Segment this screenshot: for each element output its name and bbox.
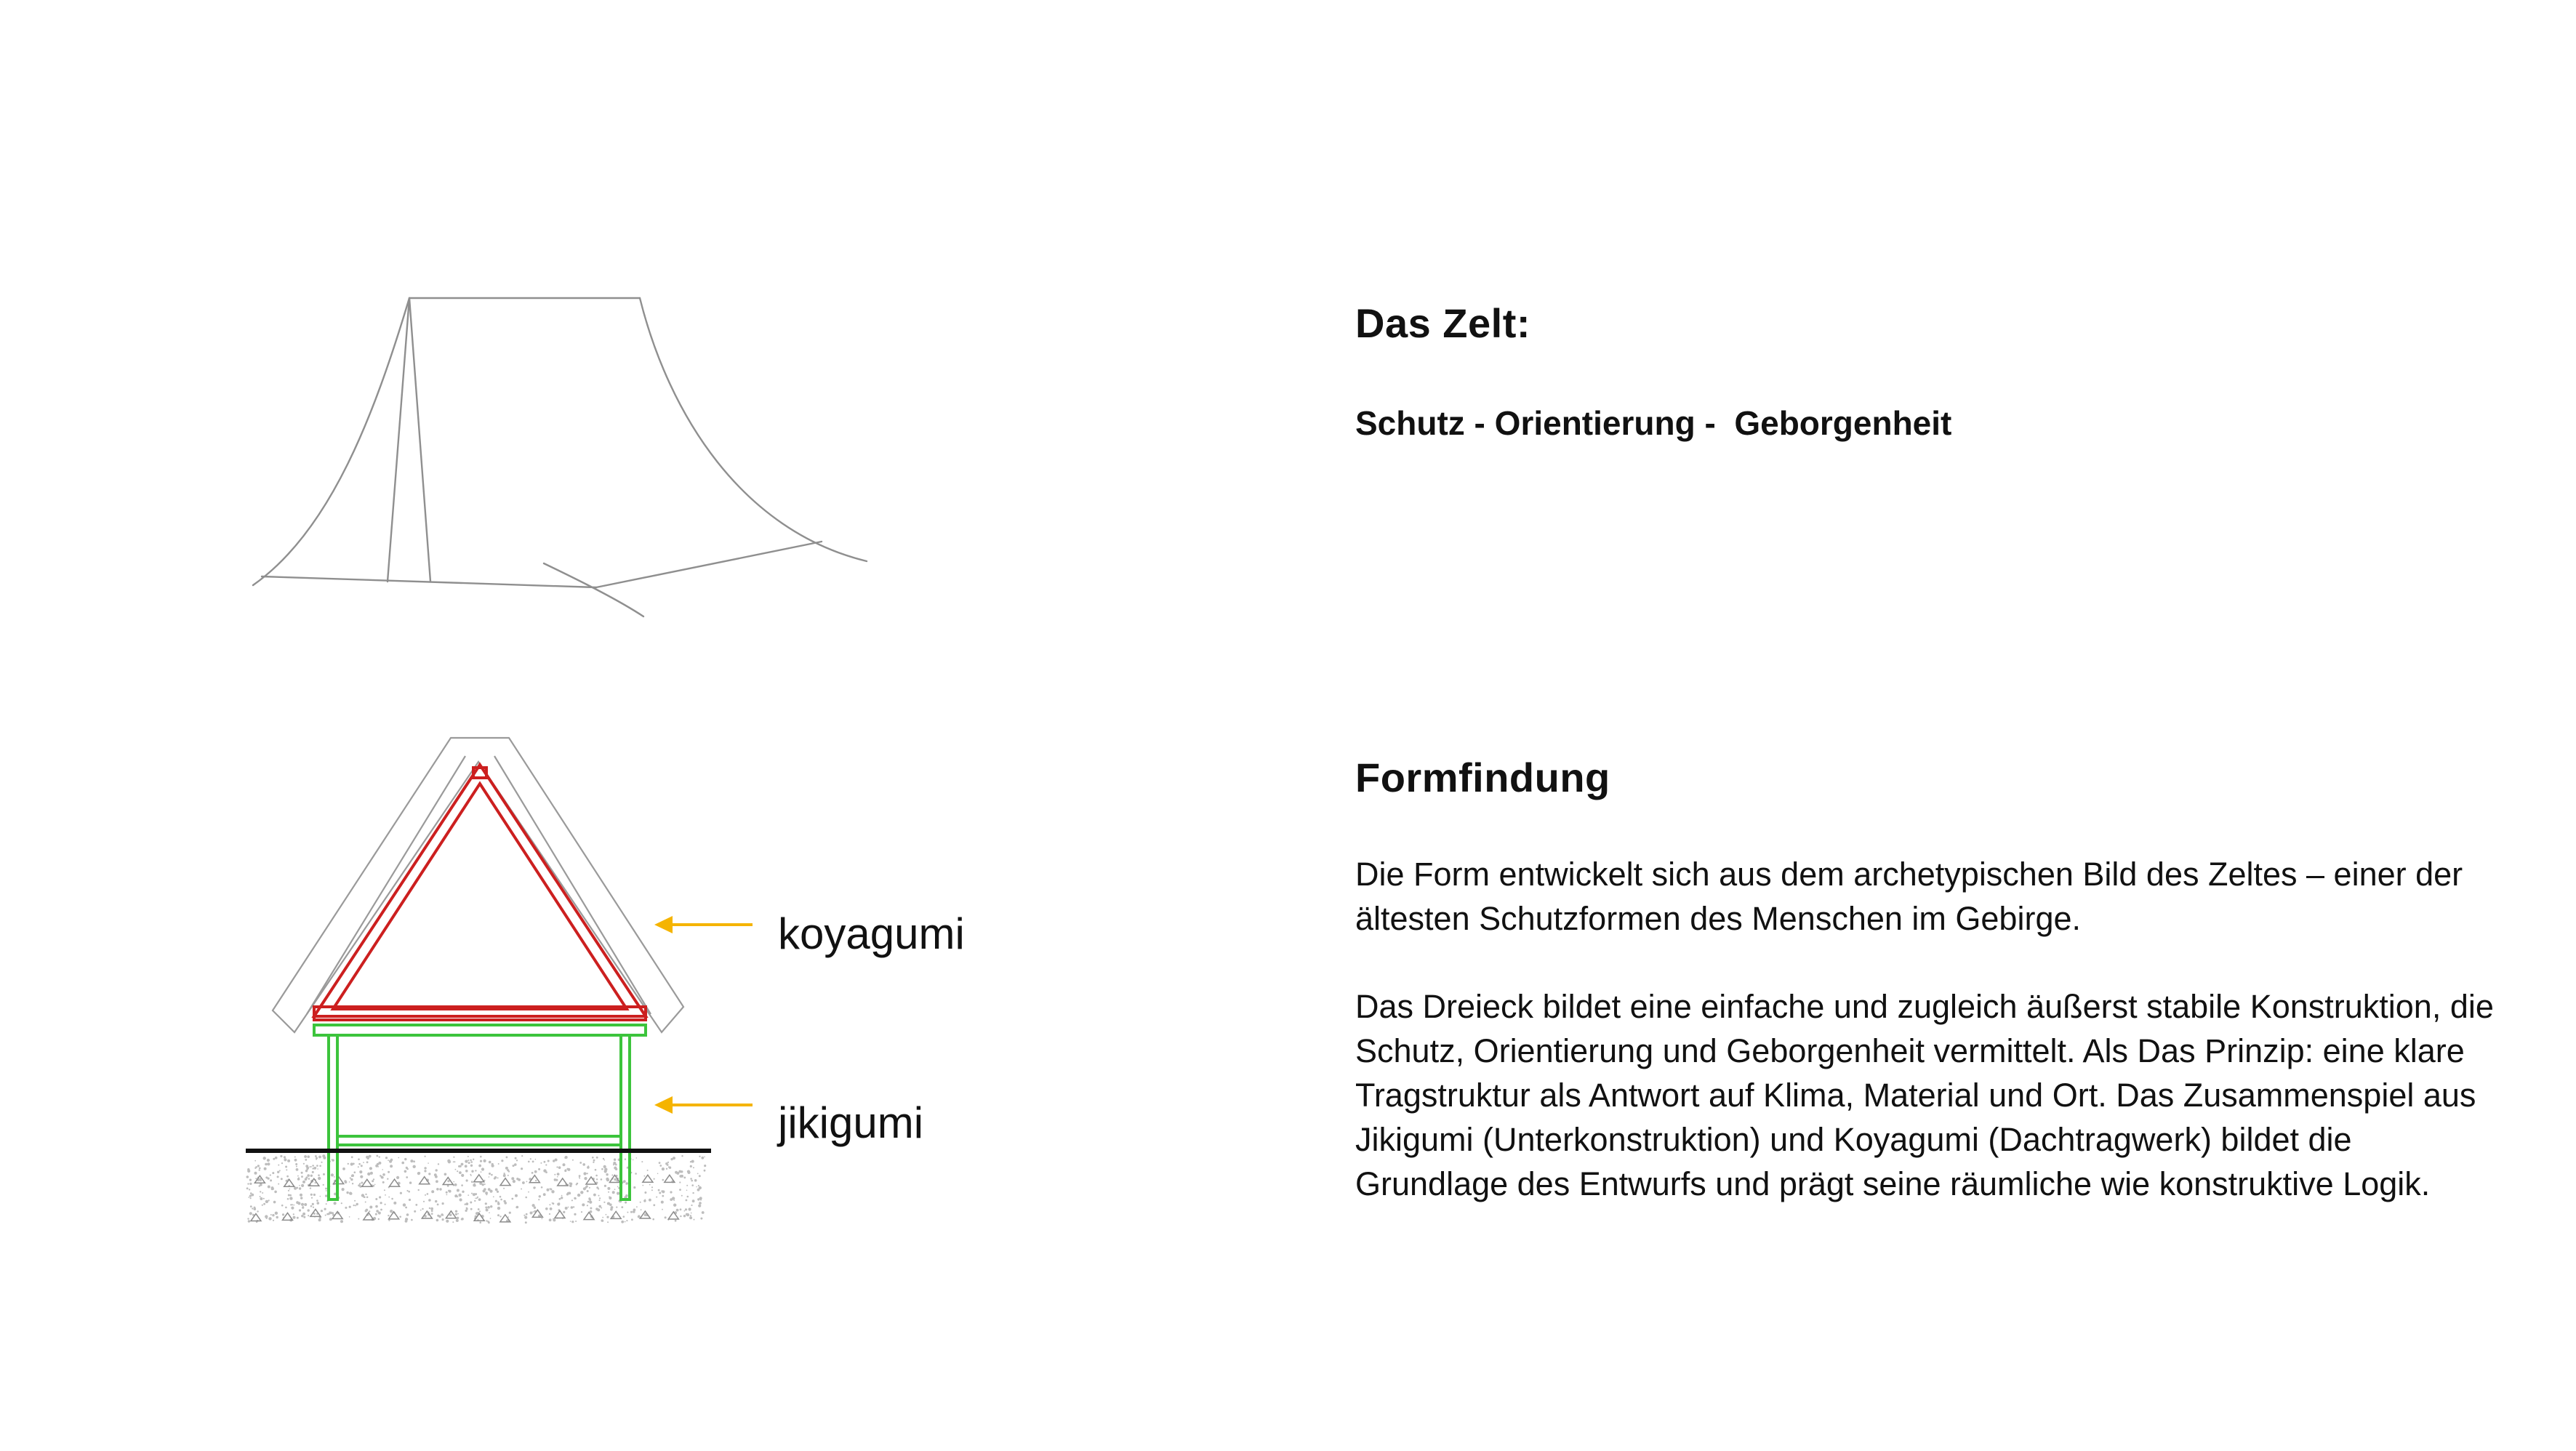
formfindung-heading: Formfindung bbox=[1355, 755, 1610, 800]
tent-right-curve bbox=[640, 298, 867, 561]
jikigumi-right-post bbox=[621, 1035, 630, 1199]
koyagumi-outer bbox=[314, 765, 646, 1016]
koyagumi-arrow bbox=[654, 916, 753, 933]
jikigumi-floor-beam bbox=[337, 1136, 621, 1145]
roof-inner-line bbox=[307, 756, 651, 1014]
tent-subheading: Schutz - Orientierung - Geborgenheit bbox=[1355, 404, 1952, 442]
jikigumi-label: jikigumi bbox=[778, 1098, 924, 1147]
tent-base-right bbox=[596, 542, 822, 587]
tent-heading: Das Zelt: bbox=[1355, 300, 1530, 346]
tent-pole-left bbox=[388, 298, 409, 582]
tent-base-left bbox=[262, 576, 596, 587]
jikigumi-top-beam bbox=[314, 1025, 646, 1035]
ground-texture bbox=[246, 1154, 707, 1223]
formfindung-paragraph-2: Das Dreieck bildet eine einfache und zugleich äußerst stabile Konstruktion, die Schutz, Orientierung und Geborgenheit vermittelt. Als Das Prinzip: eine klare Tragstruktur als Antwort auf Klima, Material und Ort. Das Zusammenspiel aus Jikigumi (Unterkonstruktion) und Koyagumi (Dachtragwerk) bildet die Grundlage des Entwurfs und prägt seine räumliche wie konstruktive Logik. bbox=[1355, 988, 2494, 1202]
tent-pole-right bbox=[409, 298, 430, 582]
jikigumi-frame bbox=[314, 1025, 646, 1199]
tent-sketch bbox=[253, 298, 867, 616]
koyagumi-inner bbox=[333, 784, 627, 1009]
tent-left-curve bbox=[253, 298, 409, 585]
jikigumi-arrow bbox=[654, 1096, 753, 1114]
formfindung-paragraph-1: Die Form entwickelt sich aus dem archetypischen Bild des Zeltes – einer der ältesten Schutzformen des Menschen im Gebirge. bbox=[1355, 856, 2463, 937]
koyagumi-truss bbox=[314, 765, 646, 1020]
koyagumi-label: koyagumi bbox=[778, 909, 965, 958]
tent-flap bbox=[544, 563, 643, 616]
